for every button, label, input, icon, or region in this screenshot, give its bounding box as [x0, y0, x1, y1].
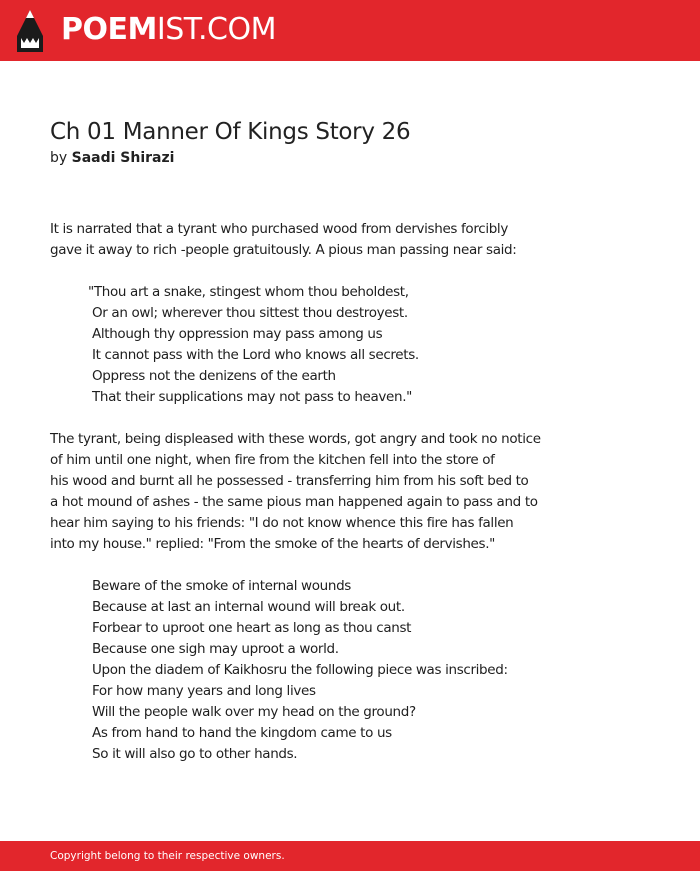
prose-line: into my house." replied: "From the smoke of the hearts of dervishes.": [50, 536, 496, 552]
poem-title: Ch 01 Manner Of Kings Story 26: [50, 119, 411, 145]
prose-line: The tyrant, being displeased with these words, got angry and took no notice: [50, 431, 541, 447]
prose-line: a hot mound of ashes - the same pious man happened again to pass and to: [50, 494, 538, 510]
logo-bold-text: POEM: [61, 12, 157, 47]
stanza-gap: [50, 408, 650, 429]
site-footer: [0, 841, 700, 871]
site-logo[interactable]: [61, 12, 276, 48]
prose-line: gave it away to rich -people gratuitously. A pious man passing near said:: [50, 242, 517, 258]
site-header: [0, 0, 700, 61]
verse-line: Or an owl; wherever thou sittest thou destroyest.: [92, 305, 408, 321]
verse-line: As from hand to hand the kingdom came to us: [92, 725, 392, 741]
verse-line: For how many years and long lives: [92, 683, 316, 699]
logo-light-text: IST.COM: [156, 12, 276, 47]
prose-line: hear him saying to his friends: "I do not know whence this fire has fallen: [50, 515, 514, 531]
prose-line: It is narrated that a tyrant who purchased wood from dervishes forcibly: [50, 221, 508, 237]
verse-line: Forbear to uproot one heart as long as thou canst: [92, 620, 412, 636]
verse-line: "Thou art a snake, stingest whom thou beholdest,: [88, 284, 409, 300]
verse-line: Although thy oppression may pass among us: [92, 326, 383, 342]
verse-line: Oppress not the denizens of the earth: [92, 368, 336, 384]
by-label: by: [50, 150, 68, 166]
prose-line: of him until one night, when fire from the kitchen fell into the store of: [50, 452, 495, 468]
copyright-notice: Copyright belong to their respective owners.: [50, 850, 285, 862]
verse-line: Upon the diadem of Kaikhosru the following piece was inscribed:: [92, 662, 508, 678]
author-name: Saadi Shirazi: [71, 150, 175, 166]
poem-body: [50, 219, 650, 765]
verse-line: Will the people walk over my head on the ground?: [92, 704, 416, 720]
stanza-gap: [50, 261, 650, 282]
verse-line: Because at last an internal wound will break out.: [92, 599, 405, 615]
verse-line: That their supplications may not pass to heaven.": [92, 389, 413, 405]
verse-line: Beware of the smoke of internal wounds: [92, 578, 351, 594]
verse-line: So it will also go to other hands.: [92, 746, 298, 762]
stanza-gap: [50, 555, 650, 576]
verse-line: It cannot pass with the Lord who knows all secrets.: [92, 347, 419, 363]
pencil-tip-icon[interactable]: [17, 10, 43, 52]
byline: [50, 148, 174, 169]
verse-line: Because one sigh may uproot a world.: [92, 641, 339, 657]
prose-line: his wood and burnt all he possessed - transferring him from his soft bed to: [50, 473, 529, 489]
